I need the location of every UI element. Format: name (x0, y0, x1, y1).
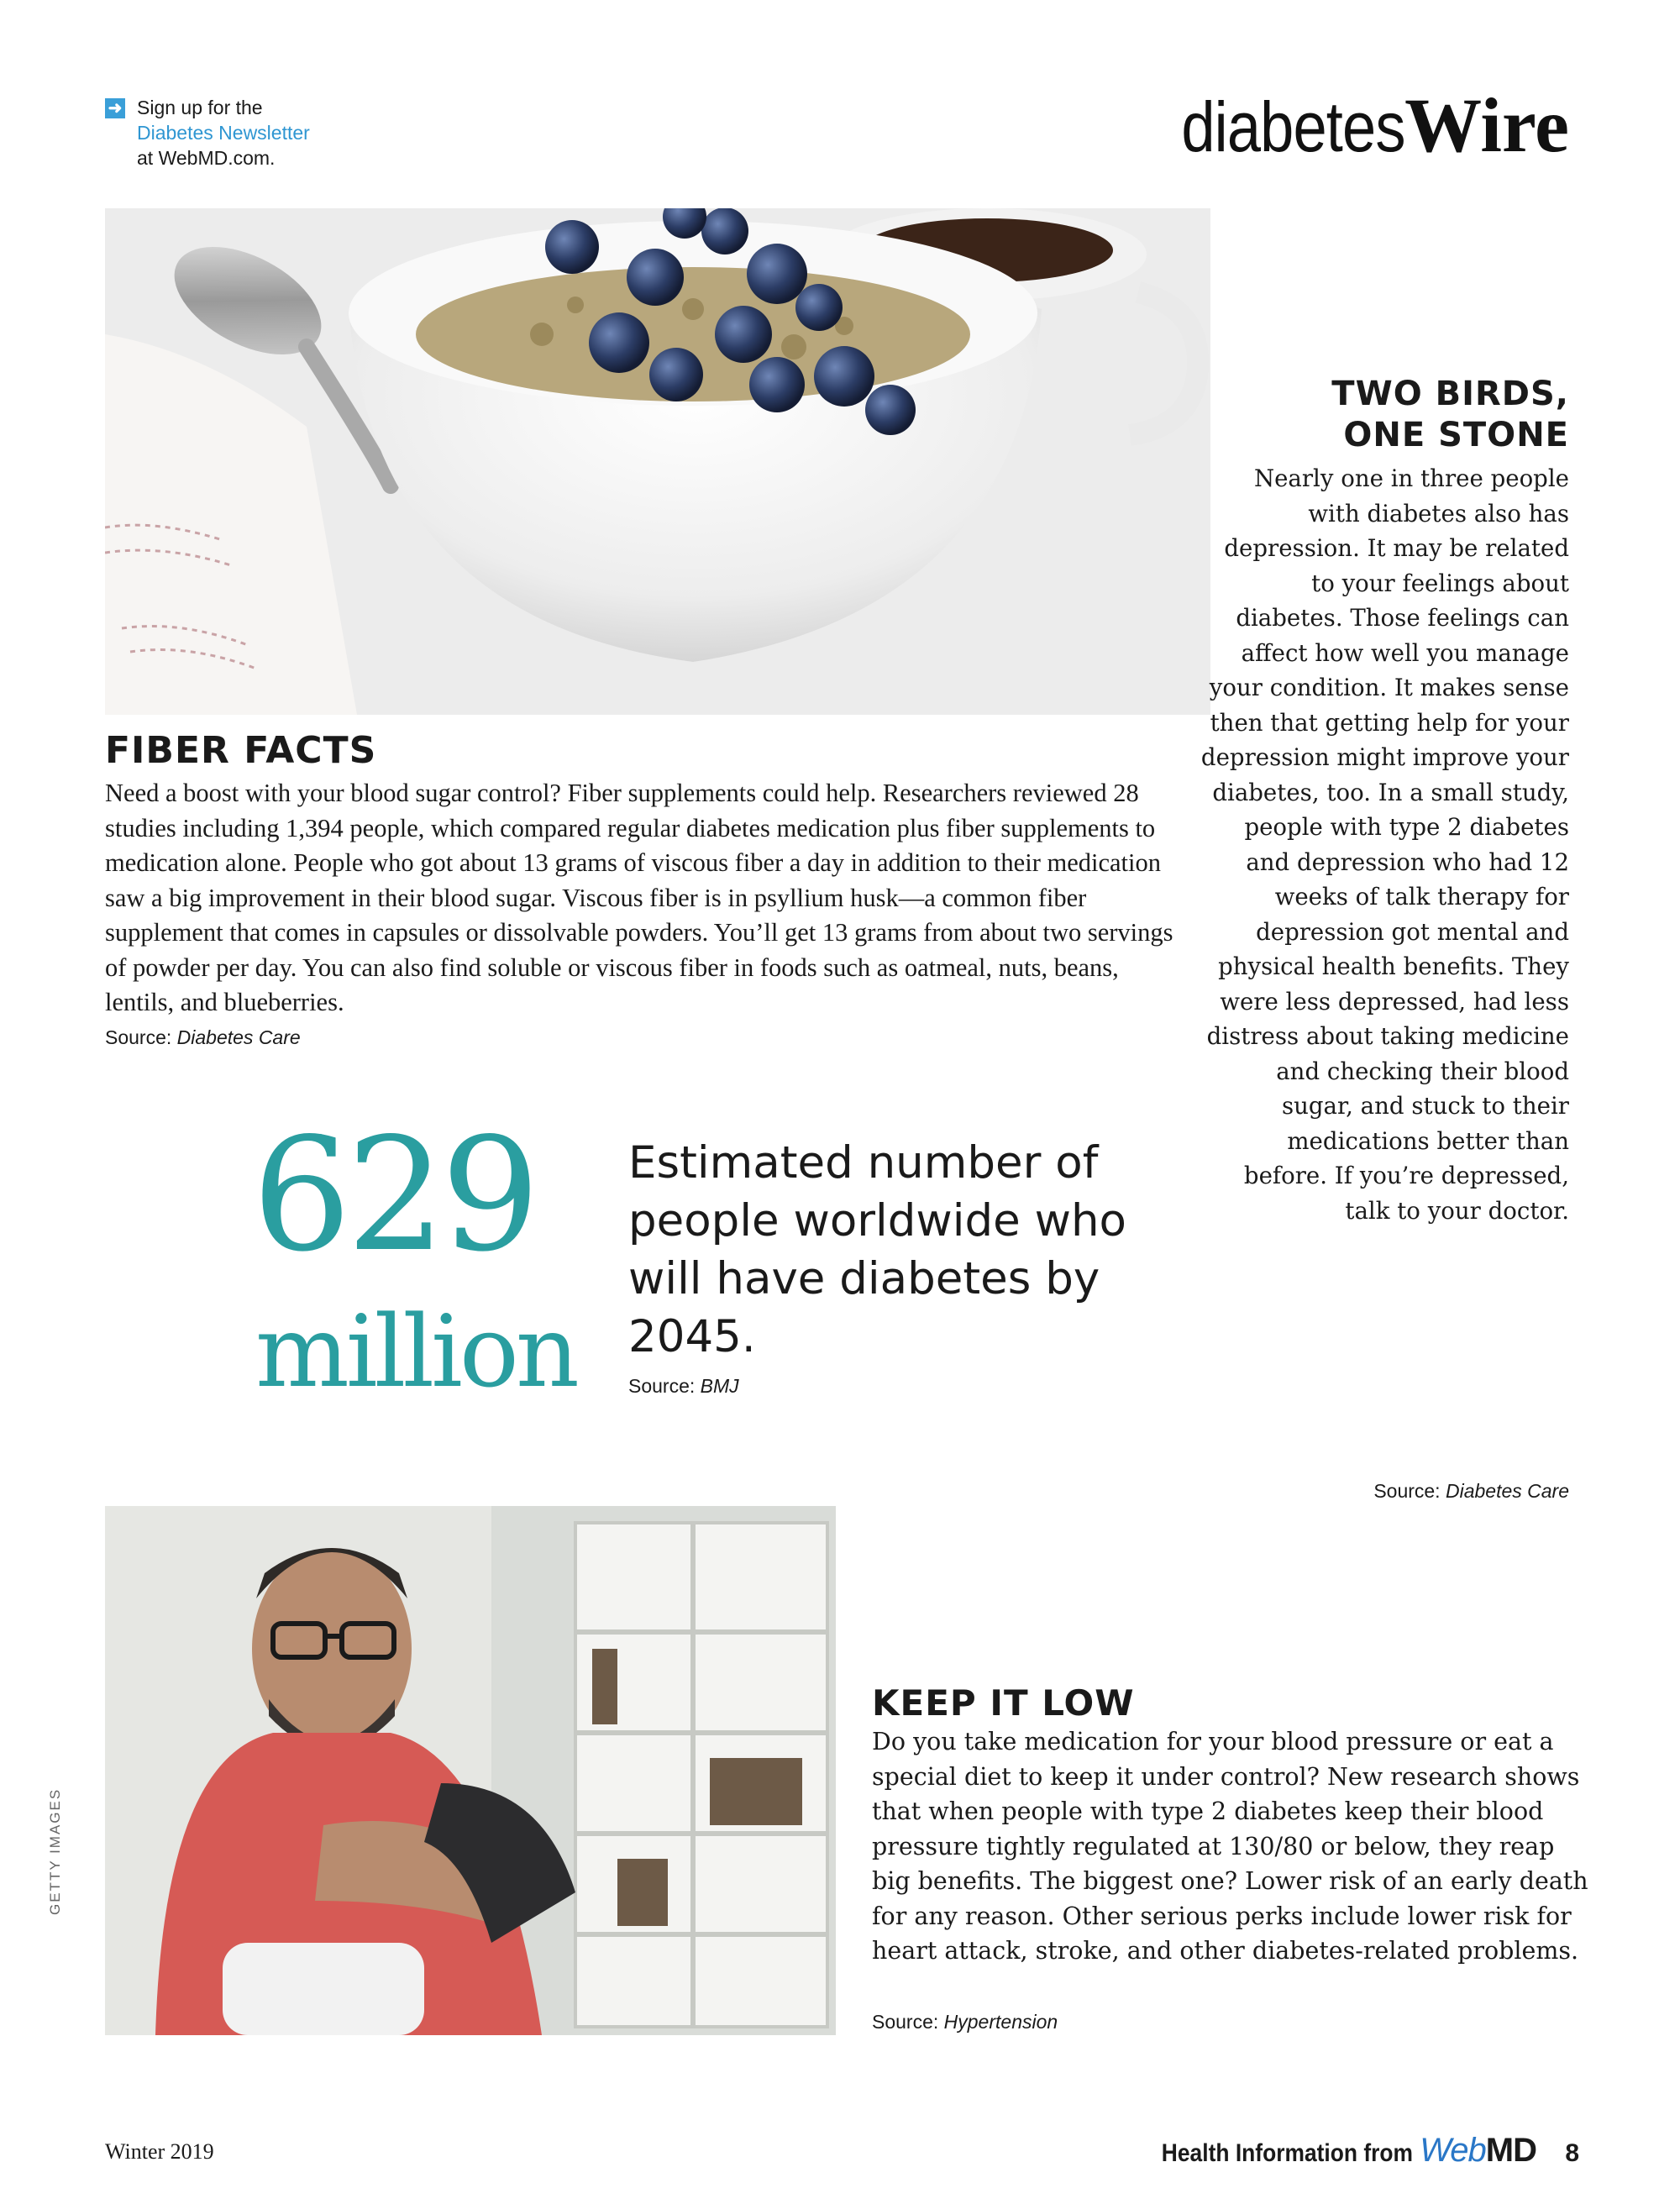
page-number: 8 (1565, 2139, 1579, 2167)
source-label: Source: (1373, 1480, 1441, 1502)
two-birds-heading (1331, 374, 1569, 456)
two-birds-heading-line-1: TWO BIRDS, (1331, 375, 1569, 413)
two-birds-source (1373, 1480, 1569, 1503)
source-label: Source: (628, 1375, 696, 1397)
masthead-wire: Wire (1404, 82, 1569, 168)
source-name: Diabetes Care (176, 1026, 301, 1048)
footer-brand (1127, 2132, 1579, 2170)
two-birds-body: Nearly one in three people with diabetes also has depression. It may be related to your feelings about diabetes. Those feelings can affect how well you manage your condition. It makes sense then that getting help for your depression might improve your diabetes, too. In a small study, people with type 2 diabetes and depression who had 12 weeks of talk therapy for depression got mental and physical health benefits. They were less depressed, had less distress about taking medicine and checking their blood sugar, and stuck to their medications better than before. If you’re depressed, talk to your doctor. (1200, 464, 1569, 1225)
keep-it-low-body: Do you take medication for your blood pressure or eat a special diet to keep it under control? New research shows that when people with type 2 diabetes keep their blood pressure tightly regulated at 130/80 or below, they reap big benefits. The biggest one? Lower risk of an early death for any reason. Other serious perks include lower risk for heart attack, stroke, and other diabetes-related problems. (872, 1728, 1588, 1965)
fiber-facts-source (105, 1026, 301, 1049)
oatmeal-photo (105, 208, 1210, 715)
webmd-logo-web: Web (1420, 2132, 1486, 2169)
source-name: Hypertension (943, 2011, 1058, 2033)
two-birds-heading-line-2: ONE STONE (1343, 416, 1569, 454)
masthead-diabetes: diabetes (1180, 87, 1405, 166)
blood-pressure-photo (105, 1506, 836, 2035)
stat-source (628, 1375, 739, 1398)
webmd-logo-md: MD (1485, 2132, 1536, 2169)
fiber-facts-body: Need a boost with your blood sugar control? Fiber supplements could help. Researchers reviewed 28 studies including 1,394 people, which compared regular diabetes medication plus fiber supplements to medication alone. People who got about 13 grams of viscous fiber a day in addition to their medication saw a big improvement in their blood sugar. Viscous fiber is in psyllium husk—a common fiber supplement that comes in capsules or dissolvable powders. You’ll get 13 grams from about two servings of powder per day. You can also find soluble or viscous fiber in foods such as oatmeal, nuts, beans, lentils, and blueberries. (105, 779, 1173, 1016)
arrow-right-icon: ➜ (105, 98, 125, 118)
masthead (1145, 81, 1570, 170)
newsletter-line-1: Sign up for the (137, 97, 263, 118)
stat-number: 629 (252, 1104, 536, 1286)
newsletter-callout[interactable] (105, 95, 391, 171)
fiber-facts-heading: FIBER FACTS (105, 729, 377, 772)
newsletter-line-3: at WebMD.com. (137, 147, 276, 169)
footer-brand-prefix: Health Information from (1161, 2139, 1413, 2167)
stat-description: Estimated number of people worldwide who will have diabetes by 2045. (628, 1137, 1126, 1362)
webmd-logo (1420, 2132, 1536, 2169)
source-name: Diabetes Care (1445, 1480, 1569, 1502)
photo-credit: GETTY IMAGES (47, 1787, 63, 1915)
issue-date: Winter 2019 (105, 2139, 214, 2164)
keep-it-low-source (872, 2011, 1058, 2033)
source-name: BMJ (700, 1375, 739, 1397)
stat-unit: million (255, 1294, 576, 1409)
source-label: Source: (105, 1026, 172, 1048)
newsletter-link[interactable]: Diabetes Newsletter (137, 122, 310, 144)
source-label: Source: (872, 2011, 939, 2033)
keep-it-low-heading: KEEP IT LOW (872, 1682, 1135, 1724)
